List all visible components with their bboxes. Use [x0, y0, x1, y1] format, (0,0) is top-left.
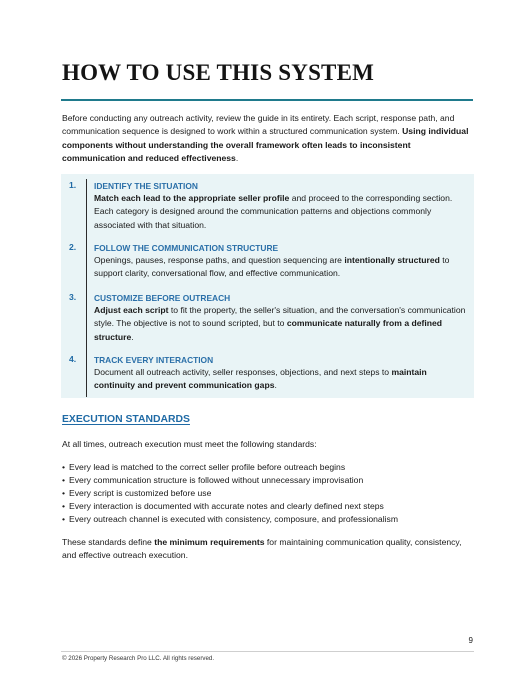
page-title: HOW TO USE THIS SYSTEM: [62, 60, 375, 85]
list-item: • Every script is customized before use: [62, 487, 474, 500]
execution-standards-heading: EXECUTION STANDARDS: [62, 414, 190, 425]
footer-divider: [61, 651, 474, 652]
step-text: [94, 254, 466, 281]
steps-divider: [86, 179, 87, 397]
step-number: 1.: [69, 180, 77, 190]
closing-text-end: for maintaining communication quality, consistency, and effective outreach execution.: [62, 537, 462, 561]
step-number: 4.: [69, 354, 77, 364]
copyright-notice: © 2026 Property Research Pro LLC. All rights reserved.: [62, 655, 215, 662]
list-item: • Every lead is matched to the correct seller profile before outreach begins: [62, 461, 474, 474]
step-heading: CUSTOMIZE BEFORE OUTREACH: [94, 293, 231, 303]
list-item: • Every outreach channel is executed with consistency, composure, and professionalism: [62, 513, 474, 526]
step-text-body: to fit the property, the seller's situation, and the conversation's communication style. The objective is not to sound scripted, but to: [94, 305, 466, 329]
title-divider: [61, 99, 473, 101]
step-bold-lead: Adjust each script: [94, 305, 169, 315]
step-number: 3.: [69, 292, 77, 302]
step-bold-end: communicate naturally from a defined structure: [94, 318, 443, 342]
intro-paragraph: [62, 112, 474, 166]
step-number: 2.: [69, 242, 77, 252]
closing-text: These standards define: [62, 537, 155, 547]
step-text-body: to support clarity, conversational flow, and effective communication.: [94, 255, 450, 279]
execution-standards-intro: At all times, outreach execution must meet the following standards:: [62, 439, 317, 449]
closing-bold-text: the minimum requirements: [154, 537, 265, 547]
step-text-body: and proceed to the corresponding section. Each category is designed around the communication patterns and objections commonly associated with that situation.: [94, 193, 453, 230]
intro-text: Before conducting any outreach activity, review the guide in its entirety. Each script, response path, and communication sequence is designed to work within a structured communication system.: [62, 113, 455, 137]
intro-bold-text: Using individual components without understanding the overall framework often leads to inconsistent communication and reduced effectiveness: [62, 126, 469, 164]
step-text-end: .: [131, 331, 134, 342]
step-text: [94, 192, 466, 232]
step-text-body: Openings, pauses, response paths, and question sequencing are: [94, 255, 345, 265]
step-heading: FOLLOW THE COMMUNICATION STRUCTURE: [94, 243, 279, 253]
step-text-end: .: [274, 380, 277, 391]
standards-list: [62, 461, 474, 526]
page-number: 9: [468, 636, 473, 645]
step-heading: IDENTIFY THE SITUATION: [94, 181, 198, 191]
closing-paragraph: [62, 536, 474, 563]
step-heading: TRACK EVERY INTERACTION: [94, 355, 214, 365]
step-bold-mid: intentionally structured: [344, 255, 440, 265]
list-item: • Every communication structure is followed without unnecessary improvisation: [62, 474, 474, 487]
intro-end: .: [235, 153, 239, 164]
step-bold-lead: Match each lead to the appropriate seller profile: [94, 193, 290, 203]
step-text: [94, 304, 466, 344]
step-text: [94, 366, 466, 393]
step-text-body: Document all outreach activity, seller responses, objections, and next steps to: [94, 367, 392, 377]
step-bold-end: maintain continuity and prevent communication gaps: [94, 367, 427, 391]
list-item: • Every interaction is documented with accurate notes and clearly defined next steps: [62, 500, 474, 513]
